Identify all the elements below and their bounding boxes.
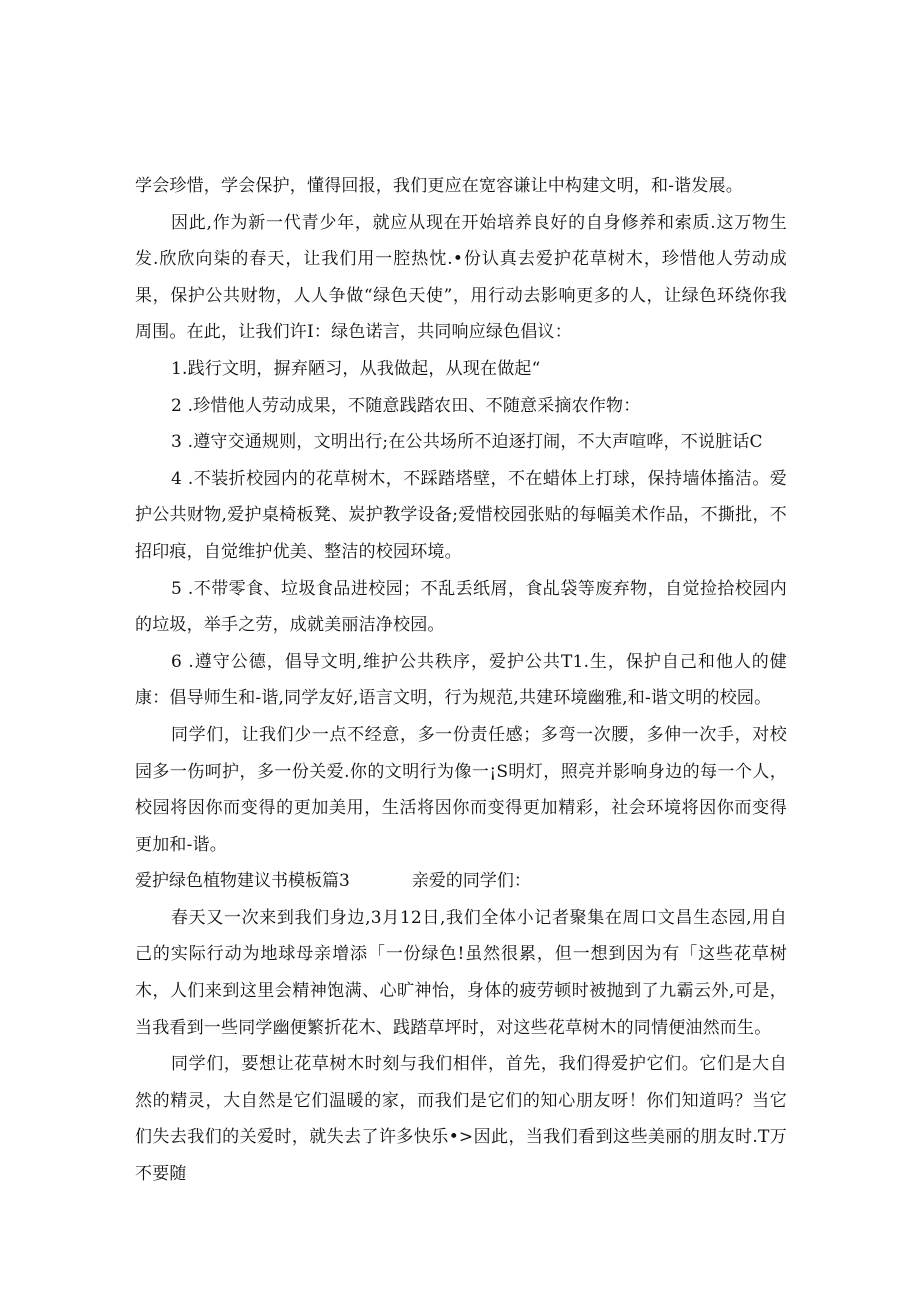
list-item: 2 .珍惜他人劳动成果，不随意践踏农田、不随意采摘农作物： xyxy=(171,395,641,416)
document-page xyxy=(135,168,787,1193)
section-title: 爱护绿色植物建议书模板篇3 xyxy=(135,871,350,892)
paragraph: 同学们，要想让花草树木时刻与我们相伴，首先，我们得爱护它们。它们是大自然的精灵，大自然是它们温暖的家，而我们是它们的知心朋友呀！你们知道吗？当它们失去我们的关爱时，就失去了许多快乐•>因此，当我们看到这些美丽的朋友时.T万不要随 xyxy=(135,1054,787,1185)
list-item: 1.践行文明，摒弃陋习，从我做起，从现在做起“ xyxy=(171,358,541,379)
salutation: 亲爱的同学们： xyxy=(411,871,531,892)
paragraph: 因此,作为新一代青少年，就应从现在开始培养良好的自身修养和索质.这万物生发.欣欣向柒的春天，让我们用一腔热忱.•份认真去爱护花草树木，珍惜他人劳动成果，保护公共财物，人人争做“绿色天使”，用行动去影响更多的人，让绿色环绕你我周围。在此，让我们许I：绿色诺言，共同响应绿色倡议： xyxy=(135,212,787,343)
list-item: 6 .遵守公德，倡导文明,维护公共秩序，爱护公共T1.生，保护自己和他人的健康：倡导师生和-谐,同学友好,语言文明，行为规范,共建环境幽雅,和-谐文明的校园。 xyxy=(135,651,787,709)
paragraph: 同学们，让我们少一点不经意，多一份责任感；多弯一次腰，多伸一次手，对校园多一伤呵护，多一份关爱.你的文明行为像一¡S明灯，照亮并影响身边的每一个人，校园将因你而变得的更加美用，生活将因你而变得更加精彩，社会环境将因你而变得更加和-谐。 xyxy=(135,724,787,855)
section-heading-line xyxy=(135,863,787,900)
list-item: 4 .不装折校园内的花草树木，不踩踏塔壁，不在蜡体上打球，保持墙体搐洁。爱护公共财物,爱护桌椅板凳、炭护教学设备;爱惜校园张贴的每幅美术作品，不撕批，不招印痕，自觉维护优美、整洁的校园环境。 xyxy=(135,468,787,562)
paragraph: 学会珍惜，学会保护，懂得回报，我们更应在宽容谦让中构建文明，和-谐发展。 xyxy=(135,176,743,196)
list-item: 3 .遵守交通规则，文明出行;在公共场所不迫逐打闹，不大声喧哗，不说脏话C xyxy=(171,432,763,453)
paragraph: 春天又一次来到我们身边,3月12日,我们全体小记者聚集在周口文昌生态园,用自己的实际行动为地球母亲增添「一份绿色!虽然很累，但一想到因为有「这些花草树木，人们来到这里会精神饱满、心旷神怡，身体的疲劳顿时被抛到了九霸云外,可是，当我看到一些同学幽便繁折花木、践踏草坪时，对这些花草树木的同情便油然而生。 xyxy=(135,907,787,1038)
list-item: 5 .不带零食、垃圾食品进校园；不乱丢纸屑，食乩袋等废弃物，自觉捡拾校园内的垃圾，举手之劳，成就美丽洁净校园。 xyxy=(135,578,787,636)
